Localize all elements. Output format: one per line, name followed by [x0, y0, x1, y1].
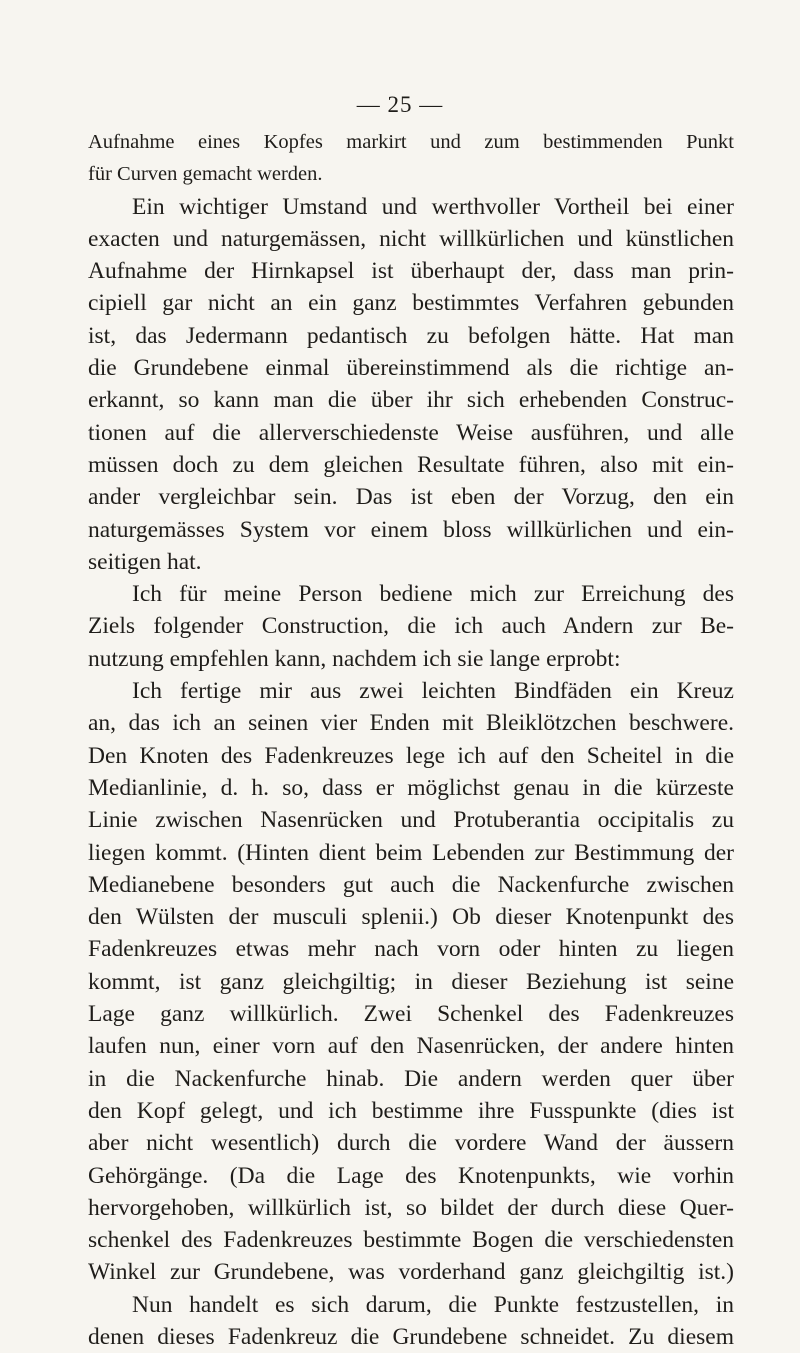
text-line: Ein wichtiger Umstand und werthvoller Vortheil bei einer	[132, 193, 734, 220]
text-line: liegen kommt. (Hinten dient beim Lebenden zur Bestimmung der	[88, 839, 734, 866]
text-line: müssen doch zu dem gleichen Resultate führen, also mit ein-	[88, 451, 734, 478]
text-line: die Grundebene einmal übereinstimmend als die richtige an-	[88, 355, 734, 382]
text-line: den Kopf gelegt, und ich bestimme ihre Fusspunkte (dies ist	[88, 1097, 734, 1124]
text-line: Winkel zur Grundebene, was vorderhand ganz gleichgiltig ist.)	[88, 1259, 734, 1286]
text-line: Lage ganz willkürlich. Zwei Schenkel des Fadenkreuzes	[88, 1001, 734, 1028]
text-line: an, das ich an seinen vier Enden mit Bleiklötzchen beschwere.	[88, 710, 734, 737]
text-line: hervorgehoben, willkürlich ist, so bildet der durch diese Quer-	[88, 1194, 734, 1221]
text-line: Aufnahme eines Kopfes markirt und zum bestimmenden Punkt	[88, 131, 734, 153]
text-line: Linie zwischen Nasenrücken und Protuberantia occipitalis zu	[88, 807, 734, 834]
text-line: Ich fertige mir aus zwei leichten Bindfäden ein Kreuz	[132, 678, 734, 705]
text-line: in die Nackenfurche hinab. Die andern werden quer über	[88, 1065, 734, 1092]
text-line: nutzung empfehlen kann, nachdem ich sie lange erprobt:	[88, 645, 621, 672]
text-line: cipiell gar nicht an ein ganz bestimmtes Verfahren gebunden	[88, 290, 734, 317]
text-line: denen dieses Fadenkreuz die Grundebene schneidet. Zu diesem	[88, 1323, 734, 1350]
text-line: Nun handelt es sich darum, die Punkte festzustellen, in	[132, 1291, 734, 1318]
text-line: exacten und naturgemässen, nicht willkürlichen und künstlichen	[88, 225, 734, 252]
page-number: — 25 —	[356, 92, 444, 117]
text-line: kommt, ist ganz gleichgiltig; in dieser Beziehung ist seine	[88, 968, 734, 995]
body-text	[88, 126, 734, 1353]
text-line: Medianebene besonders gut auch die Nackenfurche zwischen	[88, 871, 734, 898]
text-line: Gehörgänge. (Da die Lage des Knotenpunkts, wie vorhin	[88, 1162, 734, 1189]
text-line: laufen nun, einer vorn auf den Nasenrücken, der andere hinten	[88, 1033, 734, 1060]
text-line: ist, das Jedermann pedantisch zu befolgen hätte. Hat man	[88, 322, 734, 349]
text-line: seitigen hat.	[88, 548, 202, 575]
text-line: für Curven gemacht werden.	[88, 163, 323, 186]
text-line: Fadenkreuzes etwas mehr nach vorn oder hinten zu liegen	[88, 936, 734, 963]
text-line: schenkel des Fadenkreuzes bestimmte Bogen die verschiedensten	[88, 1227, 734, 1254]
text-line: Ziels folgender Construction, die ich auch Andern zur Be-	[88, 613, 734, 640]
text-line: Den Knoten des Fadenkreuzes lege ich auf den Scheitel in die	[88, 742, 734, 769]
text-line: den Wülsten der musculi splenii.) Ob dieser Knotenpunkt des	[88, 904, 734, 931]
text-line: Ich für meine Person bediene mich zur Erreichung des	[132, 581, 734, 608]
text-line: Medianlinie, d. h. so, dass er möglichst genau in die kürzeste	[88, 774, 734, 801]
text-line: erkannt, so kann man die über ihr sich erhebenden Construc-	[88, 387, 734, 414]
text-line: Aufnahme der Hirnkapsel ist überhaupt der, dass man prin-	[88, 258, 734, 285]
text-line: aber nicht wesentlich) durch die vordere Wand der äussern	[88, 1130, 734, 1157]
text-line: tionen auf die allerverschiedenste Weise ausführen, und alle	[88, 419, 734, 446]
text-line: naturgemässes System vor einem bloss willkürlichen und ein-	[88, 516, 734, 543]
text-line: ander vergleichbar sein. Das ist eben der Vorzug, den ein	[88, 484, 734, 511]
